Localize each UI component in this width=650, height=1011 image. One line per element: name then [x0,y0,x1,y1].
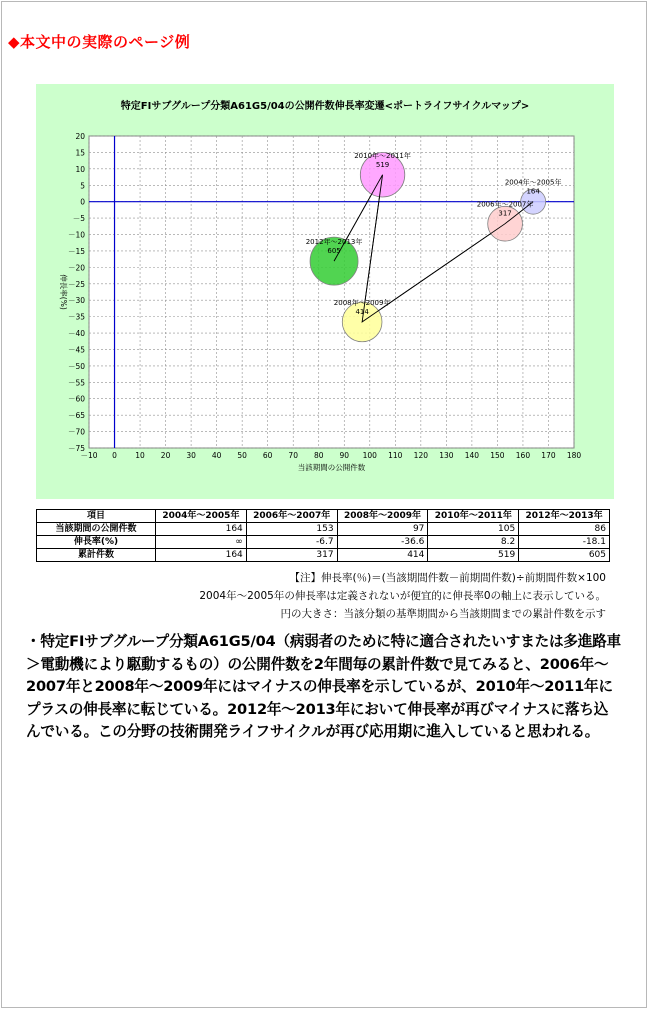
page-frame [1,1,647,1008]
bubble-period-label: 2008年～2009年 [333,298,391,307]
y-tick-label: －65 [67,411,85,421]
table-cell: ∞ [156,536,247,549]
bubble-chart [36,84,614,499]
y-tick-label: －45 [67,345,85,355]
table-header-cell: 2008年～2009年 [337,510,428,523]
y-tick-label: －60 [67,394,85,404]
y-tick-label: －70 [67,427,85,437]
y-tick-label: －35 [67,312,85,322]
x-tick-label: 160 [515,451,531,460]
y-axis-label: 伸長率(%) [59,274,68,310]
table-header-cell: 2010年～2011年 [428,510,519,523]
table-cell: 86 [519,523,610,536]
table-cell: 153 [246,523,337,536]
x-tick-label: 80 [313,451,324,460]
x-tick-label: 30 [186,451,196,460]
note-circle-size: 円の大きさ：当該分類の基準期間から当該期間までの累計件数を示す [280,608,606,620]
table-cell: -36.6 [337,536,428,549]
table-cell: 97 [337,523,428,536]
x-tick-label: －10 [80,451,98,460]
x-tick-label: 150 [490,451,505,460]
table-cell: -6.7 [246,536,337,549]
x-tick-label: 170 [541,451,556,460]
bubble-count-label: 164 [526,187,540,196]
y-tick-label: －10 [67,230,85,240]
y-tick-label: －40 [67,329,85,339]
y-tick-label: －55 [67,378,85,388]
y-tick-label: －15 [67,246,85,256]
table-header-cell: 2004年～2005年 [156,510,247,523]
table-row [37,523,610,536]
x-tick-label: 180 [566,451,582,460]
x-tick-label: 110 [388,451,403,460]
x-tick-label: 70 [288,451,298,460]
x-tick-label: 100 [362,451,377,460]
table-header-cell: 2012年～2013年 [519,510,610,523]
table-header-row [37,510,610,523]
bubble-count-label: 317 [498,209,512,218]
y-tick-label: －5 [72,214,85,224]
plot-area [89,136,574,448]
y-tick-label: －50 [67,361,85,371]
bubble-period-label: 2010年～2011年 [354,151,411,160]
x-tick-label: 10 [135,451,145,460]
row-label: 当該期間の公開件数 [37,523,156,536]
x-tick-label: 130 [439,451,454,460]
x-tick-label: 120 [413,451,429,460]
x-tick-label: 140 [464,451,480,460]
bubble-period-label: 2012年～2013年 [305,238,363,247]
table-row [37,549,610,562]
x-tick-label: 40 [211,451,222,460]
y-tick-label: －20 [67,263,85,273]
analysis-paragraph: ・特定FIサブグループ分類A61G5/04（病弱者のために特に適合されたいすまたは多進路車＞電動機により駆動するもの）の公開件数を2年間毎の累計件数で見てみると、2006年～2007年と2008年～2009年にはマイナスの伸長率を示しているが、2010年～2011年にプラスの伸長率に転じている。2012年～2013年において伸長率が再びマイナスに落ち込んでいる。この分野の技術開発ライフサイクルが再び応用期に進入していると思われる。 [26,633,621,740]
chart-title: 特定FIサブグループ分類A61G5/04の公開件数伸長率変遷<ポートライフサイクルマップ> [120,101,530,112]
note-baseline: 2004年～2005年の伸長率は定義されないが便宜的に伸長率0の軸上に表示している。 [199,590,606,602]
y-tick-label: 5 [80,181,85,191]
row-label: 累計件数 [37,549,156,562]
x-tick-label: 20 [160,451,171,460]
table-cell: 164 [156,523,247,536]
bubble-period-label: 2006年～2007年 [476,200,534,209]
y-tick-label: 20 [75,132,85,141]
data-table [36,509,610,562]
bubble-count-label: 519 [375,160,390,169]
x-tick-label: 90 [339,451,350,460]
table-row [37,536,610,549]
table-cell: 164 [156,549,247,562]
section-heading: ◆本文中の実際のページ例 [8,33,191,51]
table-cell: 8.2 [428,536,519,549]
table-cell: 414 [337,549,428,562]
bubble-count-label: 414 [355,307,369,316]
table-cell: -18.1 [519,536,610,549]
y-tick-label: －25 [67,279,85,289]
chart-panel [36,84,614,499]
table-cell: 519 [428,549,519,562]
y-tick-label: －30 [67,296,85,306]
table-cell: 317 [246,549,337,562]
bubble-count-label: 605 [327,247,341,256]
note-growth-formula: 【注】伸長率(％)＝(当該期間件数－前期間件数)÷前期間件数×100 [289,572,606,584]
row-label: 伸長率(%) [37,536,156,549]
y-tick-label: 15 [75,148,85,158]
table-header-cell: 項目 [37,510,156,523]
table-cell: 105 [428,523,519,536]
y-tick-label: 0 [80,197,85,207]
bubble-period-label: 2004年～2005年 [504,178,562,187]
x-tick-label: 0 [112,451,117,460]
y-tick-label: 10 [75,164,85,174]
x-tick-label: 60 [262,451,273,460]
table-cell: 605 [519,549,610,562]
table-header-cell: 2006年～2007年 [246,510,337,523]
x-axis-label: 当該期間の公開件数 [297,463,366,472]
y-tick-label: －75 [67,444,85,453]
x-tick-label: 50 [237,451,247,460]
